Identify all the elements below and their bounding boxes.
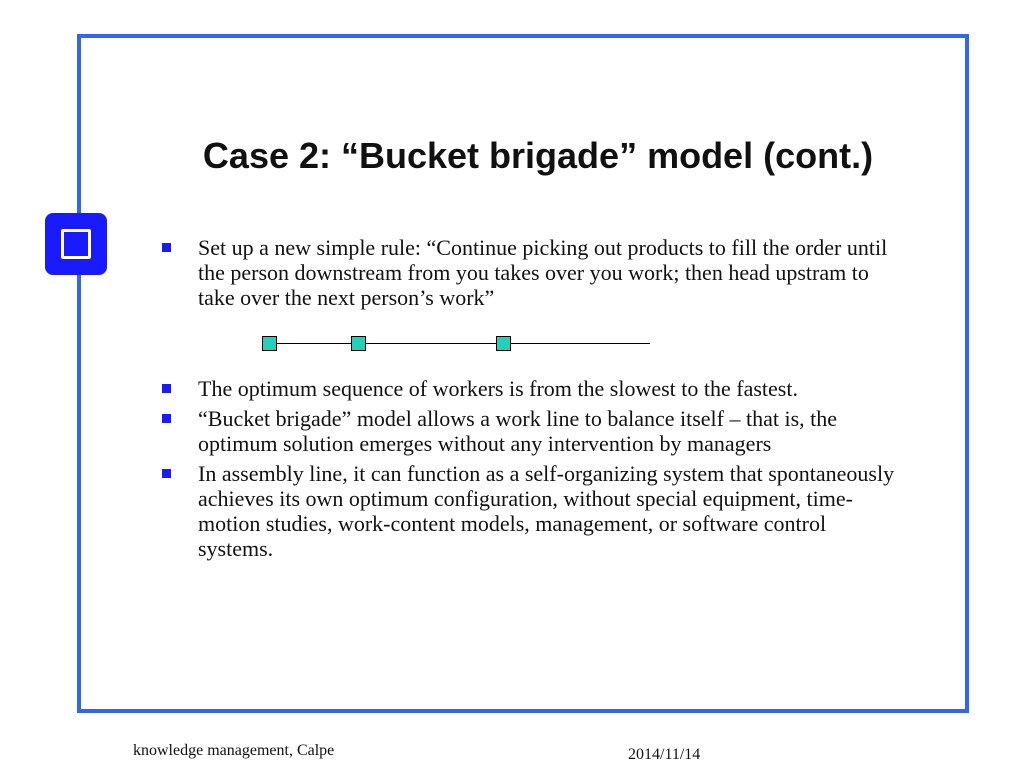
bullet-text: Set up a new simple rule: “Continue picking out products to fill the order until the person downstream from you takes over you work; then head upstram to take over the next person’s work” <box>198 235 888 310</box>
square-bullet-icon <box>162 243 171 252</box>
bullet-item <box>160 235 900 310</box>
worker-marker <box>262 336 277 351</box>
square-bullet-icon <box>162 384 171 393</box>
square-bullet-icon <box>162 414 171 423</box>
bullet-item <box>160 376 900 401</box>
worker-marker <box>496 336 511 351</box>
work-line <box>268 343 650 344</box>
slide-title: Case 2: “Bucket brigade” model (cont.) <box>202 135 874 176</box>
bucket-brigade-diagram <box>256 330 656 358</box>
bullet-list-bottom <box>160 376 900 566</box>
bullet-text: “Bucket brigade” model allows a work line to balance itself – that is, the optimum solution emerges without any intervention by managers <box>198 406 838 456</box>
footer-date: 2014/11/14 <box>628 746 701 763</box>
slide-marker-icon <box>45 213 107 275</box>
bullet-text: In assembly line, it can function as a self-organizing system that spontaneously achieves its own optimum configuration, without special equipment, time-motion studies, work-content models, management, or software control systems. <box>198 461 895 561</box>
slide-marker-inner <box>61 229 91 259</box>
bullet-list-top <box>160 235 900 315</box>
bullet-text: The optimum sequence of workers is from the slowest to the fastest. <box>198 376 798 401</box>
footer-course: knowledge management, Calpe <box>133 742 335 759</box>
square-bullet-icon <box>162 469 171 478</box>
bullet-item <box>160 406 900 456</box>
bullet-item <box>160 461 900 561</box>
worker-marker <box>351 336 366 351</box>
